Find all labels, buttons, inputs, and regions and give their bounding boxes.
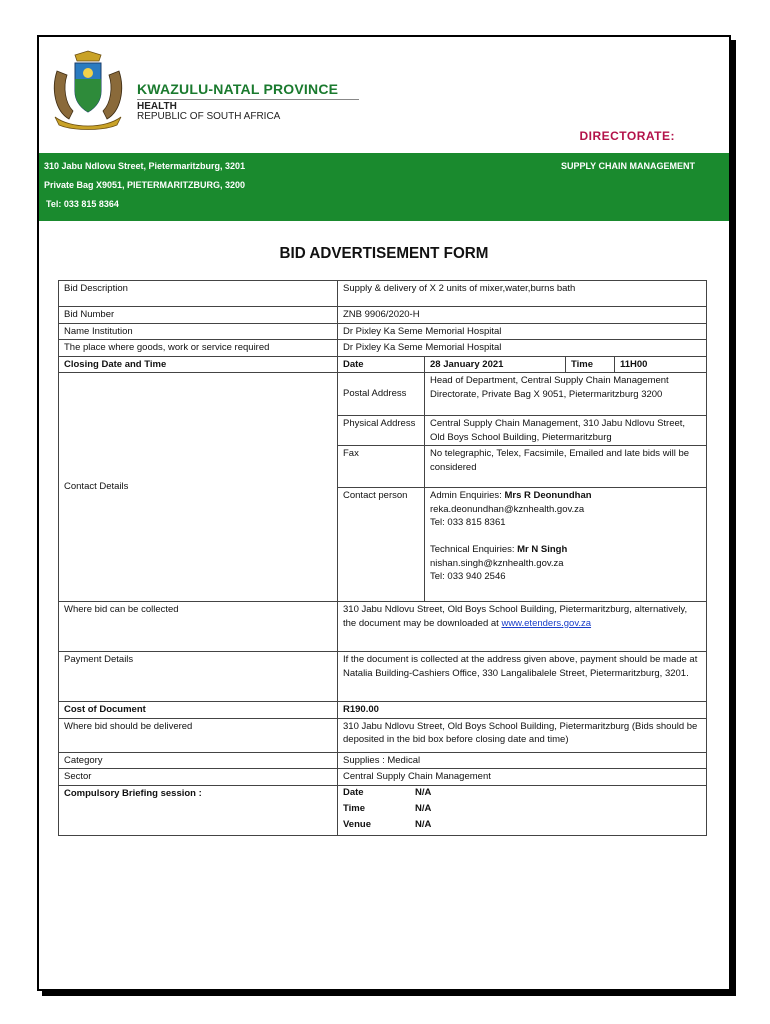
table-row <box>59 340 707 357</box>
org-name: KWAZULU-NATAL PROVINCE <box>137 81 339 97</box>
unit-name: SUPPLY CHAIN MANAGEMENT <box>560 161 695 171</box>
closing-time: 11H00 <box>615 356 707 373</box>
address-banner <box>39 153 729 221</box>
briefing-venue-label: Venue <box>343 818 371 830</box>
fax: No telegraphic, Telex, Facsimile, Emailed and late bids will be considered <box>425 446 707 488</box>
table-row <box>59 356 707 373</box>
briefing-time-label: Time <box>343 802 366 814</box>
briefing-time: N/A <box>415 802 432 814</box>
collect-text: 310 Jabu Ndlovu Street, Old Boys School Building, Pietermaritzburg, alternatively, the document may be downloaded at <box>343 604 688 629</box>
briefing-details <box>338 785 707 835</box>
deliver: 310 Jabu Ndlovu Street, Old Boys School Building, Pietermaritzburg (Bids should be deposited in the bid box before closing date and time) <box>338 718 707 752</box>
contact-person <box>425 488 707 602</box>
briefing-venue: N/A <box>415 818 432 830</box>
physical-address-label: Physical Address <box>338 416 425 446</box>
contact-person-label: Contact person <box>338 488 425 602</box>
document-page <box>37 35 731 991</box>
closing-date-label: Date <box>338 356 425 373</box>
table-row <box>59 373 707 416</box>
sector-label: Sector <box>59 769 338 786</box>
briefing-date-label: Date <box>343 786 364 798</box>
table-row <box>59 602 707 652</box>
fax-label: Fax <box>338 446 425 488</box>
admin-prefix: Admin Enquiries: <box>430 490 505 501</box>
bid-table <box>58 280 707 836</box>
tech-prefix: Technical Enquiries: <box>430 544 518 555</box>
contact-details-label: Contact Details <box>59 373 338 602</box>
closing-label: Closing Date and Time <box>59 356 338 373</box>
table-row <box>59 702 707 719</box>
org-divider <box>137 99 359 100</box>
bid-number: ZNB 9906/2020-H <box>338 307 707 324</box>
org-department: HEALTH <box>137 101 177 112</box>
table-row <box>59 718 707 752</box>
admin-email[interactable]: reka.deonundhan@kznhealth.gov.za <box>430 503 585 515</box>
closing-time-label: Time <box>566 356 615 373</box>
table-row <box>59 652 707 702</box>
bid-number-label: Bid Number <box>59 307 338 324</box>
payment-label: Payment Details <box>59 652 338 702</box>
tech-email[interactable]: nishan.singh@kznhealth.gov.za <box>430 557 564 569</box>
tech-name: Mr N Singh <box>517 544 568 555</box>
collect-info <box>338 602 707 652</box>
etenders-link[interactable]: www.etenders.gov.za <box>501 617 592 629</box>
place-label: The place where goods, work or service required <box>59 340 338 357</box>
category: Supplies : Medical <box>338 752 707 769</box>
institution: Dr Pixley Ka Seme Memorial Hospital <box>338 323 707 340</box>
table-row <box>59 752 707 769</box>
org-country: REPUBLIC OF SOUTH AFRICA <box>137 111 281 122</box>
admin-tel: Tel: 033 815 8361 <box>430 517 506 528</box>
tech-tel: Tel: 033 940 2546 <box>430 571 506 582</box>
address-line-1: 310 Jabu Ndlovu Street, Pietermaritzburg, 3201 <box>44 161 246 171</box>
collect-label: Where bid can be collected <box>59 602 338 652</box>
table-row <box>59 281 707 307</box>
physical-address: Central Supply Chain Management, 310 Jabu Ndlovu Street, Old Boys School Building, Pietermaritzburg <box>425 416 707 446</box>
bid-description-label: Bid Description <box>59 281 338 307</box>
admin-name: Mrs R Deonundhan <box>504 490 592 501</box>
table-row <box>59 769 707 786</box>
form-title: BID ADVERTISEMENT FORM <box>279 245 489 262</box>
deliver-label: Where bid should be delivered <box>59 718 338 752</box>
postal-address: Head of Department, Central Supply Chain Management Directorate, Private Bag X 9051, Pietermaritzburg 3200 <box>425 373 707 416</box>
bid-description: Supply & delivery of X 2 units of mixer,water,burns bath <box>338 281 707 307</box>
payment-details: If the document is collected at the address given above, payment should be made at Natalia Building-Cashiers Office, 330 Langalibalele Street, Pietermaritzburg, 3201. <box>338 652 707 702</box>
address-line-2: Private Bag X9051, PIETERMARITZBURG, 3200 <box>44 180 246 190</box>
briefing-date: N/A <box>415 786 432 798</box>
table-row <box>59 307 707 324</box>
briefing-table <box>343 786 706 834</box>
sector: Central Supply Chain Management <box>338 769 707 786</box>
briefing-label: Compulsory Briefing session : <box>59 785 338 835</box>
table-row <box>59 323 707 340</box>
coat-of-arms-logo <box>45 49 131 131</box>
postal-address-label: Postal Address <box>338 373 425 416</box>
closing-date: 28 January 2021 <box>425 356 566 373</box>
table-row <box>59 785 707 835</box>
address-tel: Tel: 033 815 8364 <box>46 199 119 209</box>
cost-label: Cost of Document <box>59 702 338 719</box>
place: Dr Pixley Ka Seme Memorial Hospital <box>338 340 707 357</box>
institution-label: Name Institution <box>59 323 338 340</box>
directorate-label: DIRECTORATE: <box>579 129 675 143</box>
cost: R190.00 <box>338 702 707 719</box>
category-label: Category <box>59 752 338 769</box>
